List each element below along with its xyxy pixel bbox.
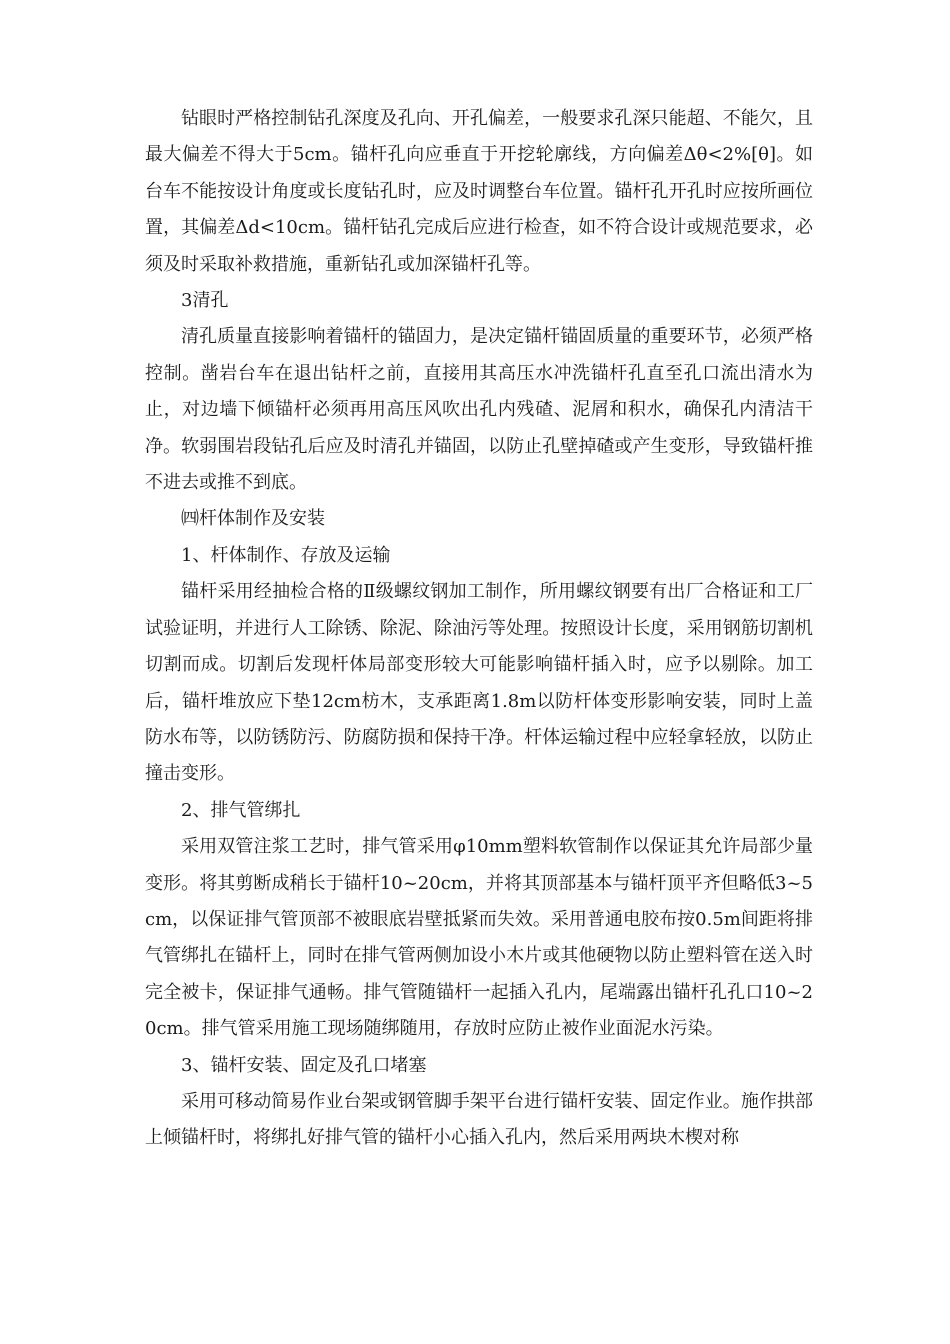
heading-hole-cleaning: 3清孔 xyxy=(181,290,229,312)
paragraph-rod-installation: 采用可移动简易作业台架或钢管脚手架平台进行锚杆安装、固定作业。施作拱部上倾锚杆时，将绑扎好排气管的锚杆小心插入孔内，然后采用两块木楔对称 xyxy=(145,1090,813,1149)
paragraph-exhaust-pipe-binding: 采用双管注浆工艺时，排气管采用φ10mm塑料软管制作以保证其允许局部少量变形。将其剪断成稍长于锚杆10~20cm，并将其顶部基本与锚杆顶平齐但略低3~5cm，以保证排气管顶部不被眼底岩壁抵紧而失效。采用普通电胶布按0.5m间距将排气管绑扎在锚杆上，同时在排气管两侧加设小木片或其他硬物以防止塑料管在送入时完全被卡，保证排气通畅。排气管随锚杆一起插入孔内，尾端露出锚杆孔孔口10~20cm。排气管采用施工现场随绑随用，存放时应防止被作业面泥水污染。 xyxy=(145,836,813,1040)
paragraph-rod-fabrication: 锚杆采用经抽检合格的Ⅱ级螺纹钢加工制作，所用螺纹钢要有出厂合格证和工厂试验证明，并进行人工除锈、除泥、除油污等处理。按照设计长度，采用钢筋切割机切割而成。切割后发现杆体局部变形较大可能影响锚杆插入时，应予以剔除。加工后，锚杆堆放应下垫12cm枋木，支承距离1.8m以防杆体变形影响安装，同时上盖防水布等，以防锈防污、防腐防损和保持干净。杆体运输过程中应轻拿轻放，以防止撞击变形。 xyxy=(145,581,813,785)
heading-rod-fabrication-storage-transport: 1、杆体制作、存放及运输 xyxy=(181,544,391,566)
document-page xyxy=(145,101,813,1157)
heading-rod-installation-fixing-plugging: 3、锚杆安装、固定及孔口堵塞 xyxy=(181,1054,427,1076)
heading-rod-fabrication-installation: ㈣杆体制作及安装 xyxy=(181,508,325,530)
heading-exhaust-pipe-binding: 2、排气管绑扎 xyxy=(181,799,301,821)
paragraph-drilling-control: 钻眼时严格控制钻孔深度及孔向、开孔偏差，一般要求孔深只能超、不能欠，且最大偏差不得大于5cm。锚杆孔向应垂直于开挖轮廓线，方向偏差Δθ<2%[θ]。如台车不能按设计角度或长度钻孔时，应及时调整台车位置。锚杆孔开孔时应按所画位置，其偏差Δd<10cm。锚杆钻孔完成后应进行检查，如不符合设计或规范要求，必须及时采取补救措施，重新钻孔或加深锚杆孔等。 xyxy=(145,108,813,275)
paragraph-hole-cleaning: 清孔质量直接影响着锚杆的锚固力，是决定锚杆锚固质量的重要环节，必须严格控制。凿岩台车在退出钻杆之前，直接用其高压水冲洗锚杆孔直至孔口流出清水为止，对边墙下倾锚杆必须再用高压风吹出孔内残碴、泥屑和积水，确保孔内清洁干净。软弱围岩段钻孔后应及时清孔并锚固，以防止孔壁掉碴或产生变形，导致锚杆推不进去或推不到底。 xyxy=(145,326,813,494)
